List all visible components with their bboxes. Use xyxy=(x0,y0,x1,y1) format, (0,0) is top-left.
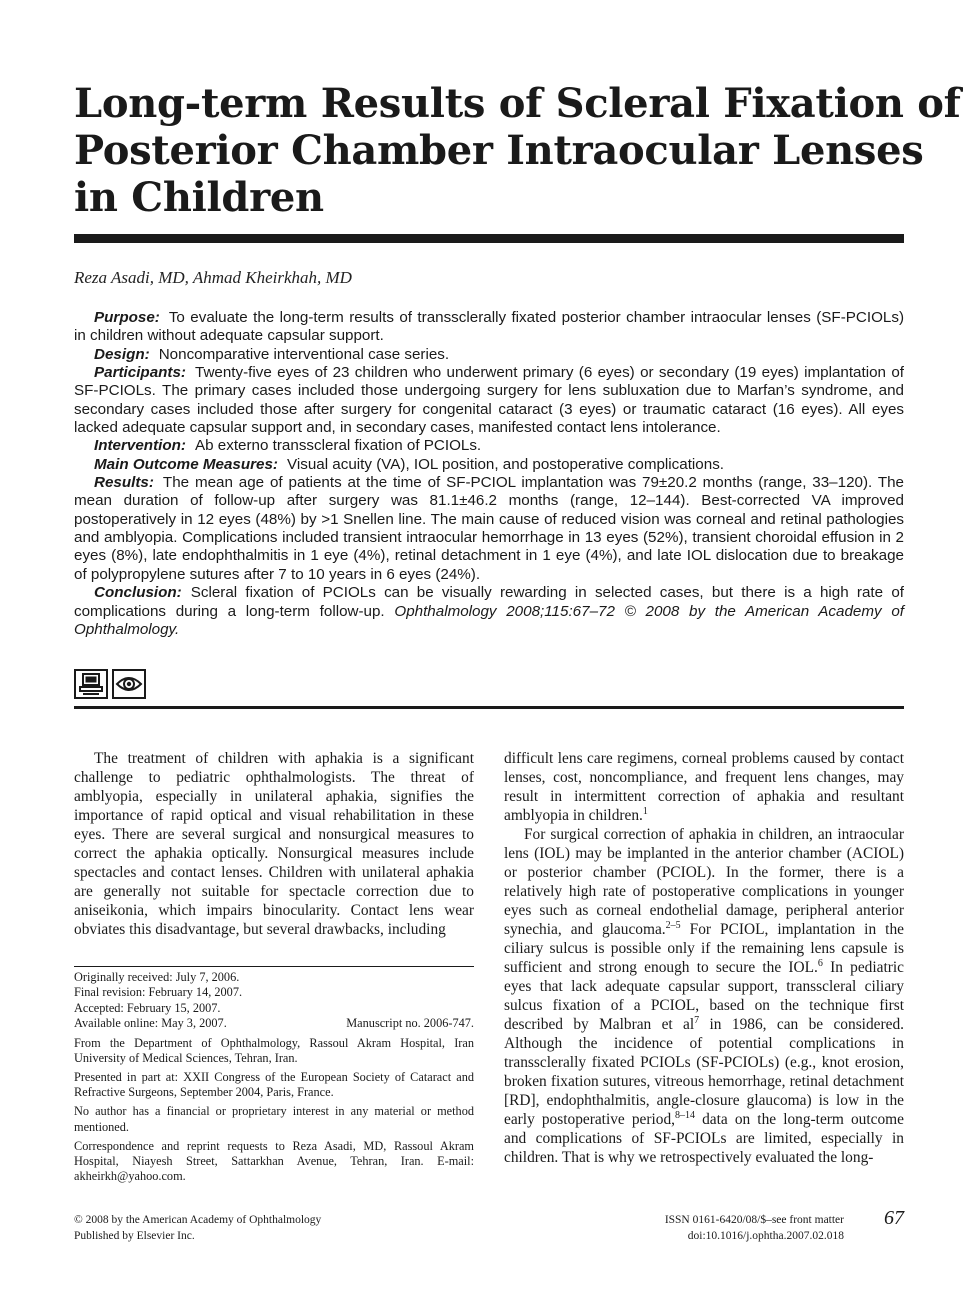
abstract-design xyxy=(74,346,904,364)
eye-icon-glyph xyxy=(114,671,144,697)
article-title xyxy=(74,80,961,221)
p2-text-a: For surgical correction of aphakia in children, an intraocular lens (IOL) may be implanted in the anterior chamber (ACIOL) or posterior chamber (PCIOL). In the former, there is a relatively high rate of postoperative complications in younger eyes such as corneal endothelial damage, peripheral anterior synechia, and glaucoma. xyxy=(504,826,904,938)
copyright-line: © 2008 by the American Academy of Ophthalmology xyxy=(74,1214,322,1226)
intervention-text: Ab externo transscleral fixation of PCIOLs. xyxy=(194,437,482,455)
doi-link[interactable]: doi:10.1016/j.ophtha.2007.02.018 xyxy=(687,1229,844,1242)
publisher-line: Published by Elsevier Inc. xyxy=(74,1229,195,1242)
online-date: Available online: May 3, 2007. xyxy=(74,1016,227,1031)
computer-icon-glyph xyxy=(76,671,106,697)
computer-icon[interactable] xyxy=(74,669,108,699)
p2-text-c: In pediatric eyes that lack adequate capsular support, transscleral ciliary sulcus fixation of a PCIOL, based on the technique first described by Malbran et al xyxy=(504,959,904,1033)
abstract-participants xyxy=(74,364,904,437)
title-line-3: in Children xyxy=(74,174,324,221)
reference-link[interactable]: 6 xyxy=(817,958,823,969)
right-column xyxy=(504,749,904,1167)
participants-text: Twenty-five eyes of 23 children who underwent primary (6 eyes) or secondary (19 eyes) implantation of SF-PCIOLs. The primary cases included those undergoing surgery for lens subluxation due to Marfan’s syndrome, and secondary cases included those after surgery for congenital cataract (3 eyes) or traumatic cataract (16 eyes). All eyes lacked adequate capsular support and, in secondary cases, manifested contact lens intolerance. xyxy=(74,364,904,437)
title-line-2: Posterior Chamber Intraocular Lenses xyxy=(74,127,924,174)
abstract xyxy=(74,309,904,639)
results-text: The mean age of patients at the time of SF-PCIOL implantation was 79±20.2 months (range, 33–120). The mean duration of follow-up after surgery was 81.1±46.2 months (range, 12–144). Best-corrected VA improved postoperatively in 12 eyes (48%) by >1 Snellen line. The main cause of reduced vision was corneal and retinal pathologies and amblyopia. Complications included transient intraocular hemorrhage in 13 eyes (52%), transient choroidal effusion in 2 eyes (8%), late endophthalmitis in 1 eye (4%), retinal detachment in 1 eye (4%), and late IOL dislocation due to breakage of polypropylene sutures after 7 to 10 years in 6 eyes (24%). xyxy=(74,474,904,583)
reference-link[interactable]: 1 xyxy=(642,806,648,817)
p2-text-d: in 1986, can be considered. Although the incidence of potential complications in transsclerally fixated PCIOLs (SF-PCIOLs) (e.g., knot erosion, broken fixation sutures, vitreous hemorrhage, retinal detachment [RD], endophthalmitis, angle-closure glaucoma) is low in the early postoperative period, xyxy=(504,1016,904,1128)
p2-text-e: data on the long-term outcome and complications of SF-PCIOLs are limited, especially in children. That is why we retrospectively evaluated the long- xyxy=(504,1111,904,1166)
disclosure-note: No author has a financial or proprietary interest in any material or method mentioned. xyxy=(74,1104,474,1134)
intro-paragraph-1: The treatment of children with aphakia is a significant challenge to pediatric ophthalmologists. The threat of amblyopia, especially in unilateral aphakia, signifies the importance of rapid optical and visual rehabilitation in these eyes. There are several surgical and nonsurgical measures to correct the aphakia optically. Nonsurgical measures include spectacles and contact lenses. Children with unilateral aphakia are generally not suitable for spectacle correction due to aniseikonia, which impairs binocularity. Contact lens wear obviates this disadvantage, but several drawbacks, including xyxy=(74,750,474,938)
abstract-intervention xyxy=(74,437,904,455)
article-notes xyxy=(74,970,474,1188)
purpose-text: To evaluate the long-term results of transsclerally fixated posterior chamber intraocular lenses (SF-PCIOLs) in children without adequate capsular support. xyxy=(74,309,904,345)
participants-label: Participants: xyxy=(94,364,186,382)
results-label: Results: xyxy=(94,474,154,492)
accepted-date: Accepted: February 15, 2007. xyxy=(74,1000,221,1015)
online-row xyxy=(74,1016,474,1031)
correspondence-note: Correspondence and reprint requests to Reza Asadi, MD, Rassoul Akram Hospital, Niayesh Street, Sattarkhan Avenue, Tehran, Iran. E-mail: akheirkh@yahoo.com. xyxy=(74,1138,474,1184)
footer-publisher xyxy=(74,1213,321,1244)
continued-text: difficult lens care regimens, corneal problems caused by contact lenses, cost, noncompliance, and frequent lens changes, may result in intermittent correction of aphakia and resultant amblyopia in children. xyxy=(504,750,904,824)
intervention-label: Intervention: xyxy=(94,437,186,455)
manuscript-number: Manuscript no. 2006-747. xyxy=(346,1016,474,1031)
revision-date: Final revision: February 14, 2007. xyxy=(74,985,243,1000)
conclusion-label: Conclusion: xyxy=(94,584,182,602)
design-text: Noncomparative interventional case series. xyxy=(158,345,450,363)
article-dates xyxy=(74,970,474,1032)
notes-divider xyxy=(74,966,474,967)
left-column xyxy=(74,749,474,939)
abstract-purpose xyxy=(74,309,904,346)
author-list: Reza Asadi, MD, Ahmad Kheirkhah, MD xyxy=(74,268,352,287)
abstract-results xyxy=(74,474,904,584)
abstract-conclusion xyxy=(74,584,904,639)
reference-link[interactable]: 8–14 xyxy=(675,1110,696,1121)
outcomes-text: Visual acuity (VA), IOL position, and postoperative complications. xyxy=(287,455,725,473)
footer-identifiers xyxy=(600,1213,844,1244)
received-date: Originally received: July 7, 2006. xyxy=(74,970,240,984)
content-icons xyxy=(74,669,146,699)
purpose-label: Purpose: xyxy=(94,309,160,326)
title-divider xyxy=(74,234,904,243)
presentation-note: Presented in part at: XXII Congress of the European Society of Cataract and Refractive Surgeons, September 2004, Paris, France. xyxy=(74,1069,474,1100)
outcomes-label: Main Outcome Measures: xyxy=(94,455,278,473)
issn-line: ISSN 0161-6420/08/$–see front matter xyxy=(664,1214,844,1226)
affiliation-note: From the Department of Ophthalmology, Rassoul Akram Hospital, Iran University of Medical Sciences, Tehran, Iran. xyxy=(74,1035,474,1065)
p2-text-b: For PCIOL, implantation in the ciliary sulcus is possible only if the remaining lens capsule is sufficient and strong enough to secure the IOL. xyxy=(504,921,904,976)
eye-icon[interactable] xyxy=(112,669,146,699)
intro-paragraph-1-continued xyxy=(504,749,904,825)
reference-link[interactable]: 2–5 xyxy=(665,920,681,931)
page-number: 67 xyxy=(884,1207,904,1229)
title-line-1: Long-term Results of Scleral Fixation of xyxy=(74,80,961,127)
abstract-divider xyxy=(74,706,904,709)
intro-paragraph-2 xyxy=(504,825,904,1167)
reference-link[interactable]: 7 xyxy=(694,1015,700,1026)
journal-citation: Ophthalmology 2008;115:67–72 © 2008 by the American Academy of Ophthalmology. xyxy=(74,602,904,638)
design-label: Design: xyxy=(94,345,150,363)
conclusion-text: Scleral fixation of PCIOLs can be visually rewarding in selected cases, but there is a high rate of complications during a long-term follow-up. xyxy=(74,584,904,620)
abstract-outcomes xyxy=(74,456,904,474)
